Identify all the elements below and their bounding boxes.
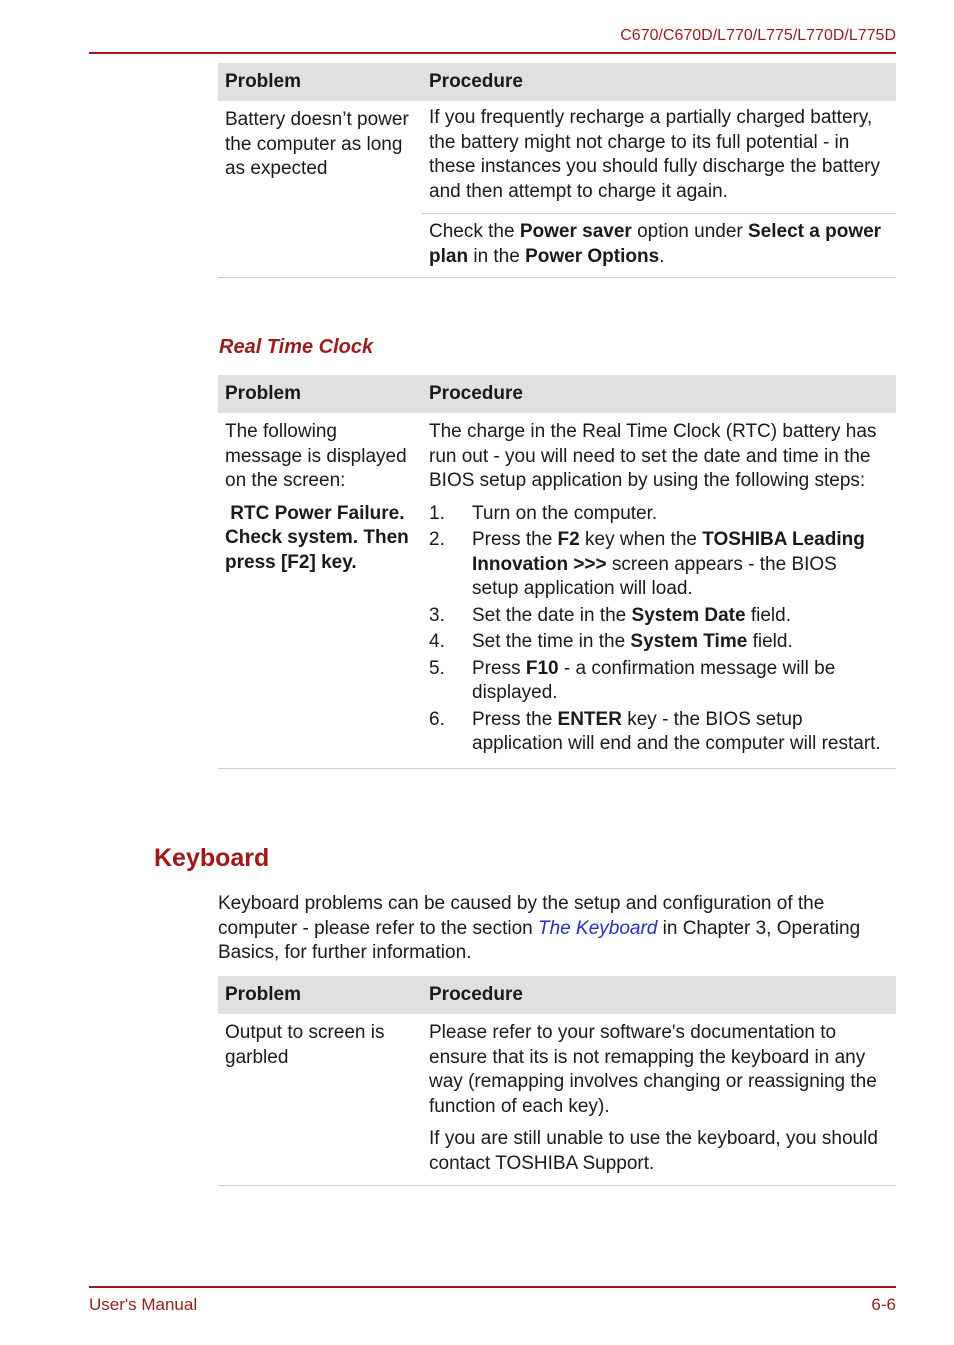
procedure-steps	[429, 502, 888, 757]
table-header	[218, 375, 896, 413]
table-header	[218, 976, 896, 1014]
procedure-text: Please refer to your software's documentation to ensure that its is not remapping the keyboard in any way (remapping involves changing or reassigning the function of each key).	[429, 1022, 877, 1117]
table-row	[218, 413, 896, 769]
step-item: 2. Press the F2 key when the TOSHIBA Leading Innovation >>> screen appears - the BIOS setup application will load.	[429, 529, 865, 599]
procedure-cell	[422, 413, 896, 768]
rtc-table	[218, 375, 896, 769]
header-problem: Problem	[225, 70, 302, 92]
header-problem: Problem	[225, 983, 302, 1005]
procedure-paragraph	[422, 213, 896, 277]
section-title-real-time-clock: Real Time Clock	[219, 336, 374, 358]
header-rule	[89, 52, 896, 54]
step-item: 3. Set the date in the System Date field.	[429, 604, 791, 626]
page-number: 6-6	[871, 1295, 896, 1314]
table-row	[218, 101, 896, 278]
problem-cell: Battery doesn’t power the computer as long as expected	[225, 109, 409, 179]
section-title-keyboard: Keyboard	[154, 844, 270, 872]
step-item: 1. Turn on the computer.	[429, 502, 658, 524]
header-problem: Problem	[225, 382, 302, 404]
procedure-cell	[422, 1014, 896, 1185]
step-item: 6. Press the ENTER key - the BIOS setup application will end and the computer will restart.	[429, 708, 881, 754]
keyboard-table	[218, 976, 896, 1186]
document-model-header: C670/C670D/L770/L775/L770D/L775D	[620, 27, 896, 44]
procedure-text: If you are still unable to use the keyboard, you should contact TOSHIBA Support.	[429, 1128, 878, 1174]
procedure-paragraph	[429, 101, 896, 213]
problem-cell	[218, 413, 422, 768]
procedure-text: If you frequently recharge a partially charged battery, the battery might not charge to its full potential - in these instances you should fully discharge the battery and then attempt to charge it again.	[429, 107, 880, 202]
step-item: 5. Press F10 - a confirmation message will be displayed.	[429, 657, 836, 703]
problem-cell: Output to screen is garbled	[225, 1022, 385, 1068]
header-procedure: Procedure	[429, 70, 523, 92]
battery-table	[218, 63, 896, 278]
step-item: 4. Set the time in the System Time field.	[429, 631, 793, 652]
rtc-error-message: RTC Power Failure. Check system. Then press [F2] key.	[225, 502, 415, 573]
keyboard-section-link[interactable]: The Keyboard	[538, 917, 658, 939]
footer-rule	[89, 1286, 896, 1288]
header-procedure: Procedure	[429, 382, 523, 404]
procedure-cell	[422, 101, 896, 277]
procedure-text: The charge in the Real Time Clock (RTC) battery has run out - you will need to set the date and time in the BIOS setup application by using the following steps:	[429, 421, 877, 491]
header-procedure: Procedure	[429, 983, 523, 1005]
table-row	[218, 1014, 896, 1186]
footer-manual-title: User's Manual	[89, 1295, 198, 1314]
procedure-text: Check the Power saver option under Select a power plan in the Power Options.	[429, 221, 882, 267]
keyboard-intro: Keyboard problems can be caused by the setup and configuration of the computer - please refer to the section The Keyboard in Chapter 3, Operating Basics, for further information.	[218, 893, 861, 963]
table-header	[218, 63, 896, 101]
problem-text: The following message is displayed on the screen:	[225, 421, 407, 491]
